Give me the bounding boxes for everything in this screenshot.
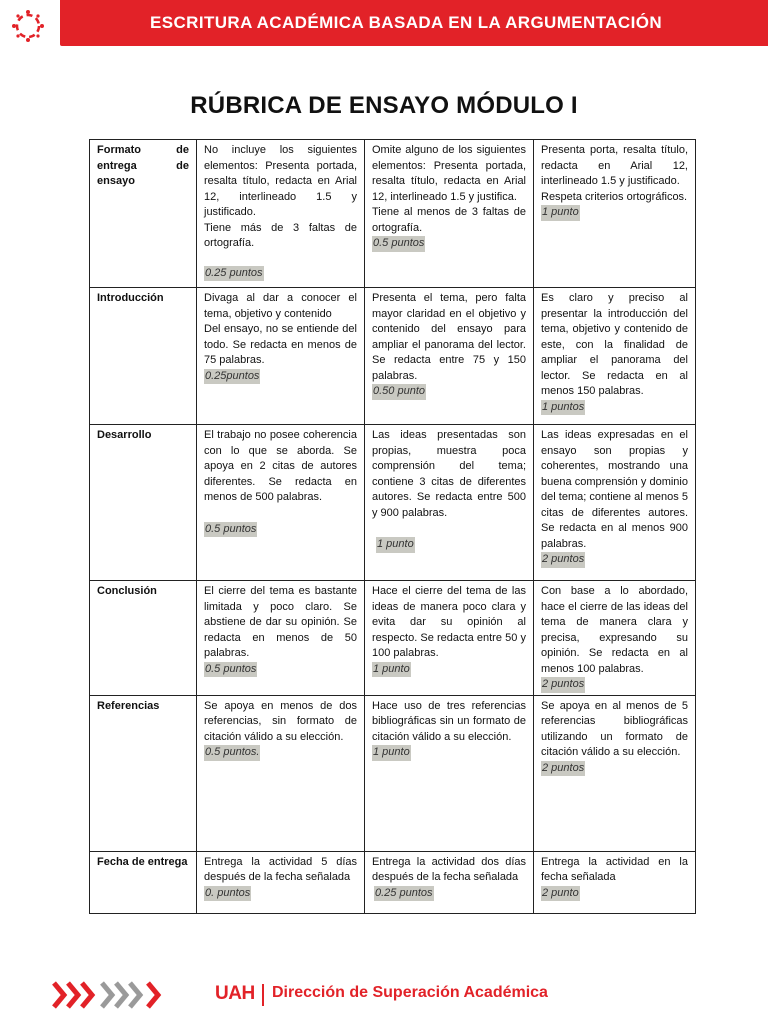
level-description: Se apoya en menos de dos referencias, sin formato de citación válido a su elección. xyxy=(204,699,357,743)
level-points: 0.5 puntos xyxy=(204,662,257,678)
level-description: Con base a lo abordado, hace el cierre de las ideas del tema de manera clara y precisa, expresando su opinión. Se redacta en al menos 100 palabras. xyxy=(541,585,688,675)
footer-department: Dirección de Superación Académica xyxy=(272,984,548,1001)
level-points: 0.5 puntos xyxy=(372,236,425,252)
rubric-level-cell xyxy=(534,140,696,288)
rubric-level-cell xyxy=(365,581,534,696)
level-description: El trabajo no posee coherencia con lo que se aborda. Se apoya en 2 citas de autores diferentes. Se redacta en menos de 500 palabras. xyxy=(204,429,357,503)
chevrons-gray-icon xyxy=(100,980,150,1010)
rubric-level-cell xyxy=(534,851,696,913)
level-points: 0.5 puntos. xyxy=(204,745,260,761)
chevron-red-icon xyxy=(146,980,162,1010)
rubric-row xyxy=(90,288,696,425)
institution-logo-icon xyxy=(10,8,46,44)
level-description: Presenta el tema, pero falta mayor claridad en el objetivo y contenido del ensayo para ampliar el panorama del lector. Se redacta entre 75 y 150 palabras. xyxy=(372,292,526,382)
level-points: 0.50 punto xyxy=(372,384,426,400)
rubric-criterion: Conclusión xyxy=(90,581,197,696)
rubric-row xyxy=(90,851,696,913)
level-description: Entrega la actividad dos días después de la fecha señalada xyxy=(372,855,526,883)
level-description: Del ensayo, no se entiende del todo. Se redacta en menos de 75 palabras. xyxy=(204,323,357,366)
rubric-table xyxy=(89,139,696,914)
level-points: 1 puntos xyxy=(541,400,585,416)
logo-area xyxy=(0,0,60,46)
level-description: No incluye los siguientes elementos: Presenta portada, resalta título, redacta en Arial 12, interlineado 1.5 y justificado. xyxy=(204,144,357,218)
level-points: 0.25 puntos xyxy=(374,886,434,902)
rubric-level-cell xyxy=(197,425,365,581)
level-points: 0.5 puntos xyxy=(204,522,257,538)
rubric-row xyxy=(90,425,696,581)
rubric-level-cell xyxy=(365,851,534,913)
rubric-row xyxy=(90,695,696,851)
rubric-criterion: Desarrollo xyxy=(90,425,197,581)
level-points: 1 punto xyxy=(372,745,411,761)
level-description: Hace el cierre del tema de las ideas de manera poco clara y evita dar su opinión al respecto. Se redacta entre 50 y 100 palabras. xyxy=(372,585,526,659)
rubric-level-cell xyxy=(365,288,534,425)
rubric-criterion: Referencias xyxy=(90,695,197,851)
level-description: Omite alguno de los siguientes elementos: Presenta portada, resalta título, redacta en Arial 12, interlineado 1.5 y justifica. xyxy=(372,144,526,203)
rubric-level-cell xyxy=(534,581,696,696)
level-description: El cierre del tema es bastante limitada y poco claro. Se abstiene de dar su opinión. Se redacta en menos de 50 palabras. xyxy=(204,585,357,659)
level-description: Las ideas presentadas son propias, muestra poca comprensión del tema; contiene 3 citas de diferentes autores. Se redacta entre 500 y 900 palabras. xyxy=(372,429,526,519)
chevrons-red-icon xyxy=(52,980,102,1010)
level-description: Se apoya en al menos de 5 referencias bibliográficas utilizando un formato de citación válido a su elección. xyxy=(541,699,688,758)
rubric-level-cell xyxy=(197,851,365,913)
level-description: Respeta criterios ortográficos. xyxy=(541,190,688,203)
level-points: 2 punto xyxy=(541,886,580,902)
level-description: Entrega la actividad en la fecha señalada xyxy=(541,855,688,883)
level-points: 2 puntos xyxy=(541,677,585,693)
header-red-band xyxy=(60,0,768,46)
rubric-criterion: Fecha de entrega xyxy=(90,851,197,913)
level-points: 2 puntos xyxy=(541,552,585,568)
level-description: Entrega la actividad 5 días después de la fecha señalada xyxy=(204,855,357,883)
level-points: 0. puntos xyxy=(204,886,251,902)
rubric-level-cell xyxy=(534,425,696,581)
level-points: 0.25puntos xyxy=(204,369,260,385)
rubric-level-cell xyxy=(197,288,365,425)
rubric-level-cell xyxy=(365,695,534,851)
level-description: Las ideas expresadas en el ensayo son propias y coherentes, mostrando una buena comprensión y dominio del tema; contiene al menos 5 citas de diferentes autores. Se redacta en al menos 900 palabras. xyxy=(541,429,688,550)
level-description: Tiene al menos de 3 faltas de ortografía. xyxy=(372,206,526,234)
rubric-row xyxy=(90,140,696,288)
level-description: Presenta porta, resalta título, redacta en Arial 12, interlineado 1.5 y justificado. xyxy=(541,144,688,187)
level-points: 0.25 puntos xyxy=(204,266,264,282)
banner-title: ESCRITURA ACADÉMICA BASADA EN LA ARGUMENTACIÓN xyxy=(150,13,663,32)
page-title: RÚBRICA DE ENSAYO MÓDULO I xyxy=(190,92,578,119)
rubric-level-cell xyxy=(534,695,696,851)
footer-divider xyxy=(262,984,264,1006)
footer xyxy=(0,972,768,1024)
level-points: 1 punto xyxy=(541,205,580,221)
header-banner xyxy=(0,0,768,46)
level-points: 2 puntos xyxy=(541,761,585,777)
rubric-level-cell xyxy=(534,288,696,425)
level-description: Tiene más de 3 faltas de ortografía. xyxy=(204,221,357,249)
rubric-level-cell xyxy=(197,140,365,288)
level-description: Hace uso de tres referencias bibliográficas sin un formato de citación válido a su elección. xyxy=(372,699,526,743)
rubric-row xyxy=(90,581,696,696)
level-points: 1 punto xyxy=(372,662,411,678)
footer-logo-text: UAH xyxy=(215,983,255,1004)
rubric-level-cell xyxy=(365,425,534,581)
rubric-level-cell xyxy=(365,140,534,288)
rubric-level-cell xyxy=(197,581,365,696)
rubric-criterion: Formato de entrega de ensayo xyxy=(90,140,197,288)
level-points: 1 punto xyxy=(376,537,415,553)
rubric-level-cell xyxy=(197,695,365,851)
level-description: Divaga al dar a conocer el tema, objetivo y contenido xyxy=(204,292,357,320)
level-description: Es claro y preciso al presentar la introducción del tema, objetivo y contenido de este, con la finalidad de ampliar el panorama del lector. Se redacta en al menos 150 palabras. xyxy=(541,292,688,397)
rubric-criterion: Introducción xyxy=(90,288,197,425)
rubric-table-body xyxy=(90,140,696,914)
